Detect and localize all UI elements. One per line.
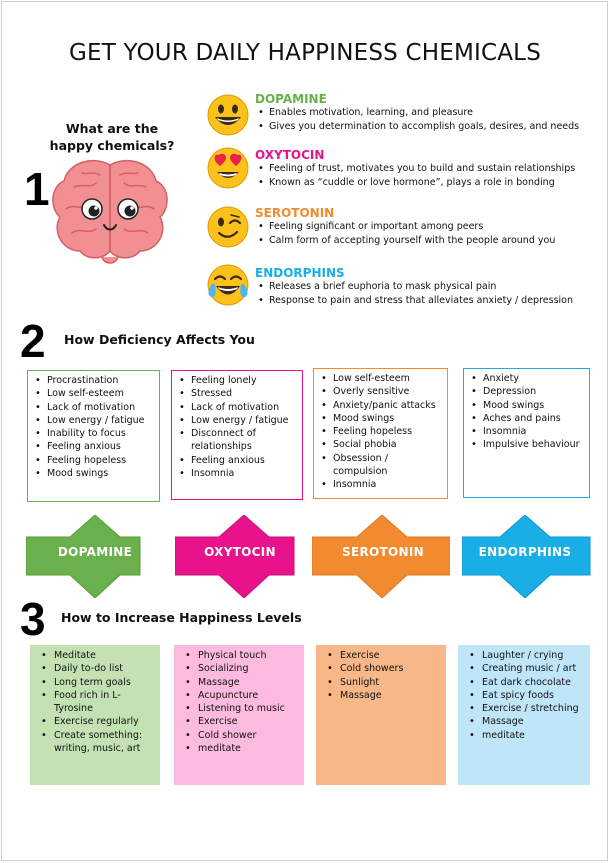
list-item: • Disconnect of relationships xyxy=(176,427,298,454)
list-item: • Socializing xyxy=(178,662,300,675)
list-item: • Cold shower xyxy=(178,729,300,742)
list-item: • Daily to-do list xyxy=(34,662,156,675)
list-item: • Massage xyxy=(178,676,300,689)
list-item: • Gives you determination to accomplish goals, desires, and needs xyxy=(255,120,600,134)
deficiency-box-serotonin xyxy=(313,368,448,499)
list-item: • Feeling significant or important among peers xyxy=(255,220,600,234)
list-item: • Exercise xyxy=(178,715,300,728)
list-item: • Feeling anxious xyxy=(176,454,298,467)
list-item: • Calm form of accepting yourself with the people around you xyxy=(255,234,600,248)
heart-eyes-face-icon xyxy=(206,146,250,190)
list-item: • Long term goals xyxy=(34,676,156,689)
list-item: • Feeling hopeless xyxy=(32,454,155,467)
list-item: • Mood swings xyxy=(32,467,155,480)
list-item: • Listening to music xyxy=(178,702,300,715)
list-item: • Insomnia xyxy=(176,467,298,480)
list-item: • Response to pain and stress that alleviates anxiety / depression xyxy=(255,294,600,308)
list-item: • Inability to focus xyxy=(32,427,155,440)
list-item: • Exercise regularly xyxy=(34,715,156,728)
deficiency-box-oxytocin xyxy=(171,370,303,500)
deficiency-heading: How Deficiency Affects You xyxy=(64,332,255,347)
arrow-label: SEROTONIN xyxy=(342,545,424,559)
list-item: • Feeling anxious xyxy=(32,440,155,453)
arrow-serotonin xyxy=(312,515,450,598)
grinning-face-icon xyxy=(206,93,250,137)
list-item: • Exercise / stretching xyxy=(462,702,586,715)
chemical-endorphins xyxy=(255,266,600,307)
list-item: • Obsession / compulsion xyxy=(318,452,443,479)
arrow-dopamine xyxy=(26,515,164,598)
arrow-label: DOPAMINE xyxy=(57,545,133,559)
list-item: • Low energy / fatigue xyxy=(32,414,155,427)
list-item: • Mood swings xyxy=(318,412,443,425)
chemical-name: SEROTONIN xyxy=(255,206,335,220)
deficiency-box-dopamine xyxy=(27,370,160,502)
list-item: • meditate xyxy=(462,729,586,742)
list-item: • Low self-esteem xyxy=(32,387,155,400)
arrow-label: OXYTOCIN xyxy=(204,545,276,559)
section-number-2: 2 xyxy=(20,315,46,367)
increase-box-serotonin xyxy=(316,645,446,785)
list-item: • Anxiety xyxy=(468,372,585,385)
list-item: • Low self-esteem xyxy=(318,372,443,385)
list-item: • Physical touch xyxy=(178,649,300,662)
increase-heading: How to Increase Happiness Levels xyxy=(61,610,302,625)
increase-box-dopamine xyxy=(30,645,160,785)
list-item: • Aches and pains xyxy=(468,412,585,425)
list-item: • Mood swings xyxy=(468,399,585,412)
chemical-name: DOPAMINE xyxy=(255,92,327,106)
list-item: • Feeling lonely xyxy=(176,374,298,387)
list-item: • Enables motivation, learning, and pleasure xyxy=(255,106,600,120)
list-item: • Food rich in L-Tyrosine xyxy=(34,689,156,716)
list-item: • Stressed xyxy=(176,387,298,400)
list-item: • Massage xyxy=(462,715,586,728)
winking-face-icon xyxy=(206,205,250,249)
arrow-endorphins xyxy=(462,515,600,598)
list-item: • Lack of motivation xyxy=(32,401,155,414)
brain-mascot-icon xyxy=(52,157,168,267)
chemical-oxytocin xyxy=(255,148,600,189)
tears-of-joy-face-icon xyxy=(206,263,250,307)
list-item: • Create something: writing, music, art xyxy=(34,729,156,756)
list-item: • Sunlight xyxy=(320,676,442,689)
list-item: • Cold showers xyxy=(320,662,442,675)
list-item: • Anxiety/panic attacks xyxy=(318,399,443,412)
list-item: • Laughter / crying xyxy=(462,649,586,662)
list-item: • Exercise xyxy=(320,649,442,662)
arrow-label: ENDORPHINS xyxy=(478,545,572,559)
page-title: GET YOUR DAILY HAPPINESS CHEMICALS xyxy=(69,40,541,66)
list-item: • Overly sensitive xyxy=(318,385,443,398)
list-item: • Feeling hopeless xyxy=(318,425,443,438)
list-item: • Insomnia xyxy=(468,425,585,438)
list-item: • Social phobia xyxy=(318,438,443,451)
chemical-name: OXYTOCIN xyxy=(255,148,325,162)
list-item: • Impulsive behaviour xyxy=(468,438,585,451)
list-item: • Meditate xyxy=(34,649,156,662)
list-item: • Low energy / fatigue xyxy=(176,414,298,427)
list-item: • Creating music / art xyxy=(462,662,586,675)
list-item: • Massage xyxy=(320,689,442,702)
list-item: • Depression xyxy=(468,385,585,398)
deficiency-box-endorphins xyxy=(463,368,590,498)
list-item: • Procrastination xyxy=(32,374,155,387)
chemical-name: ENDORPHINS xyxy=(255,266,345,280)
increase-box-oxytocin xyxy=(174,645,304,785)
chemical-serotonin xyxy=(255,206,600,247)
list-item: • Insomnia xyxy=(318,478,443,491)
list-item: • Lack of motivation xyxy=(176,401,298,414)
list-item: • Feeling of trust, motivates you to build and sustain relationships xyxy=(255,162,600,176)
arrow-oxytocin xyxy=(175,515,313,598)
list-item: • Eat dark chocolate xyxy=(462,676,586,689)
list-item: • Acupuncture xyxy=(178,689,300,702)
list-item: • Releases a brief euphoria to mask physical pain xyxy=(255,280,600,294)
list-item: • Known as “cuddle or love hormone”, plays a role in bonding xyxy=(255,176,600,190)
section-number-1: 1 xyxy=(24,163,50,215)
increase-box-endorphins xyxy=(458,645,590,785)
section-number-3: 3 xyxy=(20,593,46,645)
chemical-dopamine xyxy=(255,92,600,133)
list-item: • meditate xyxy=(178,742,300,755)
list-item: • Eat spicy foods xyxy=(462,689,586,702)
question-heading: What are the happy chemicals? xyxy=(49,121,175,153)
